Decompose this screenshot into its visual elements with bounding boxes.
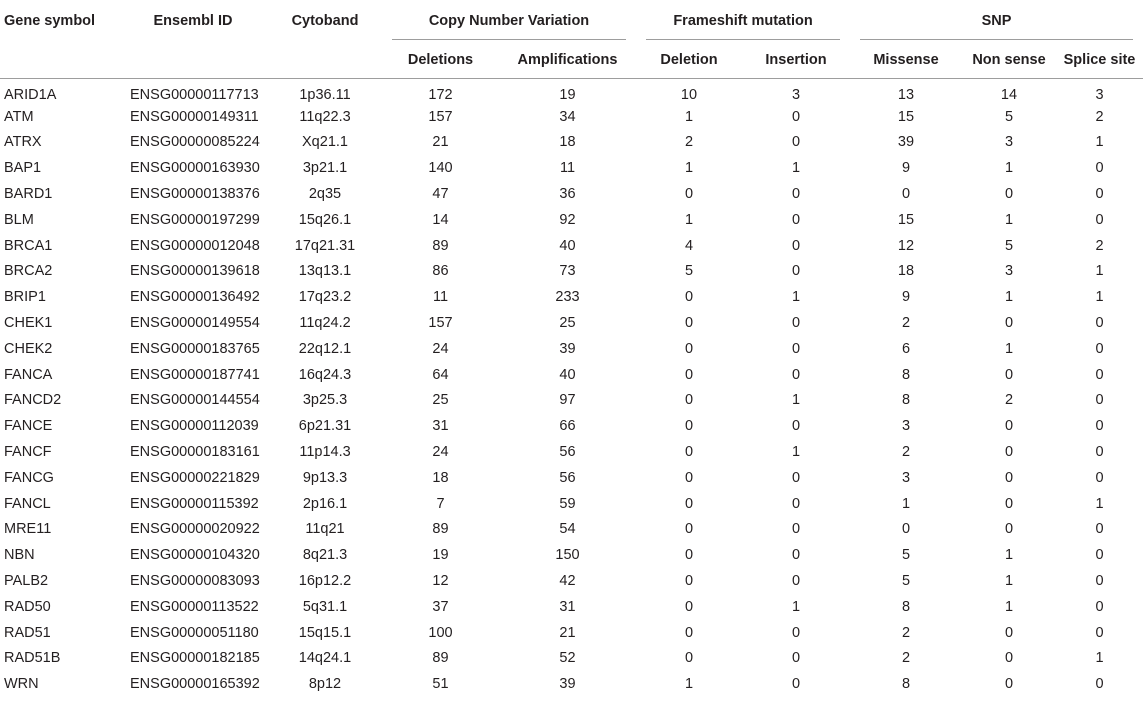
cell-ensembl-id: ENSG00000165392 <box>130 676 260 693</box>
cell-frameshift-insertion: 0 <box>791 340 801 357</box>
cell-ensembl-id: ENSG00000051180 <box>130 624 259 641</box>
cell-snp-splice-site: 0 <box>1095 366 1104 383</box>
cell-cnv-deletions: 140 <box>428 160 453 177</box>
cell-snp-splice-site: 2 <box>1095 237 1104 254</box>
cell-frameshift-deletion: 0 <box>684 495 694 512</box>
cell-snp-non-sense: 0 <box>1004 676 1014 693</box>
cell-snp-missense: 8 <box>901 676 911 693</box>
cell-snp-splice-site: 3 <box>1095 87 1104 104</box>
cell-frameshift-insertion: 1 <box>791 444 801 461</box>
cell-ensembl-id: ENSG00000182185 <box>130 650 260 667</box>
cell-snp-non-sense: 0 <box>1004 366 1014 383</box>
cell-snp-non-sense: 0 <box>1004 186 1014 203</box>
cell-ensembl-id: ENSG00000117713 <box>130 87 259 104</box>
header-deletion: Deletion <box>636 40 742 78</box>
cell-snp-non-sense: 5 <box>1004 237 1014 254</box>
cell-cytoband: 13q13.1 <box>298 263 352 280</box>
header-non-sense: Non sense <box>962 40 1056 78</box>
cell-snp-missense: 15 <box>897 211 915 228</box>
cell-snp-missense: 6 <box>901 340 911 357</box>
cell-ensembl-id: ENSG00000163930 <box>130 160 260 177</box>
cell-snp-missense: 5 <box>901 547 911 564</box>
cell-snp-non-sense: 0 <box>1004 650 1014 667</box>
cell-gene-symbol: MRE11 <box>4 521 52 538</box>
cell-gene-symbol: ARID1A <box>4 87 57 104</box>
cell-frameshift-insertion: 0 <box>791 469 801 486</box>
cell-cytoband: 22q12.1 <box>298 340 352 357</box>
cell-gene-symbol: BRCA1 <box>4 237 53 254</box>
cell-frameshift-deletion: 1 <box>684 108 694 125</box>
cell-frameshift-deletion: 0 <box>684 624 694 641</box>
cell-snp-non-sense: 1 <box>1004 160 1014 177</box>
cell-gene-symbol: FANCG <box>4 469 54 486</box>
cell-frameshift-deletion: 0 <box>684 340 694 357</box>
header-cnv-rule <box>392 39 626 40</box>
cell-frameshift-deletion: 5 <box>684 263 694 280</box>
table-row <box>0 671 1143 697</box>
cell-gene-symbol: BARD1 <box>4 186 53 203</box>
cell-cnv-deletions: 19 <box>432 547 449 564</box>
cell-snp-missense: 2 <box>901 315 911 332</box>
cell-snp-splice-site: 0 <box>1095 186 1104 203</box>
cell-frameshift-insertion: 0 <box>791 418 801 435</box>
cell-frameshift-insertion: 0 <box>791 211 801 228</box>
cell-frameshift-deletion: 0 <box>684 418 694 435</box>
cell-cnv-amplifications: 92 <box>559 211 576 228</box>
cell-gene-symbol: FANCF <box>4 444 52 461</box>
table-row <box>0 310 1143 336</box>
cell-frameshift-insertion: 0 <box>791 650 801 667</box>
cell-frameshift-insertion: 1 <box>791 392 801 409</box>
cell-snp-non-sense: 0 <box>1004 624 1014 641</box>
cell-cytoband: 11q24.2 <box>299 315 351 332</box>
cell-gene-symbol: ATM <box>4 108 34 125</box>
cell-snp-splice-site: 0 <box>1095 444 1104 461</box>
cell-snp-non-sense: 0 <box>1004 315 1014 332</box>
cell-frameshift-insertion: 0 <box>791 624 801 641</box>
cell-snp-splice-site: 0 <box>1095 340 1104 357</box>
table-row <box>0 78 1143 104</box>
cell-gene-symbol: RAD50 <box>4 598 51 615</box>
cell-gene-symbol: FANCL <box>4 495 51 512</box>
table-body <box>0 78 1143 697</box>
cell-ensembl-id: ENSG00000149554 <box>130 315 260 332</box>
cell-cnv-amplifications: 40 <box>559 237 576 254</box>
cell-snp-splice-site: 1 <box>1095 263 1104 280</box>
cell-cytoband: 8q21.3 <box>302 547 348 564</box>
cell-cnv-amplifications: 42 <box>559 573 576 590</box>
cell-cytoband: 11p14.3 <box>299 444 351 461</box>
table-row <box>0 130 1143 156</box>
cell-cnv-deletions: 14 <box>432 211 449 228</box>
cell-cytoband: 15q15.1 <box>298 624 352 641</box>
cell-cnv-amplifications: 233 <box>555 289 580 306</box>
cell-frameshift-insertion: 0 <box>791 263 801 280</box>
cell-snp-missense: 1 <box>901 495 911 512</box>
cell-snp-non-sense: 3 <box>1004 263 1014 280</box>
cell-cnv-amplifications: 150 <box>555 547 580 564</box>
cell-frameshift-insertion: 3 <box>791 87 801 104</box>
cell-frameshift-deletion: 0 <box>684 186 694 203</box>
cell-snp-missense: 15 <box>897 108 915 125</box>
header-deletions: Deletions <box>382 40 499 78</box>
header-cytoband: Cytoband <box>268 0 382 78</box>
cell-snp-splice-site: 0 <box>1095 418 1104 435</box>
cell-frameshift-deletion: 0 <box>684 547 694 564</box>
cell-snp-non-sense: 5 <box>1004 108 1014 125</box>
header-gene-symbol: Gene symbol <box>0 0 118 78</box>
cell-cytoband: 3p21.1 <box>302 160 348 177</box>
cell-cytoband: 5q31.1 <box>302 598 348 615</box>
cell-snp-splice-site: 0 <box>1095 573 1104 590</box>
cell-frameshift-deletion: 0 <box>684 650 694 667</box>
cell-cytoband: 6p21.31 <box>298 418 352 435</box>
cell-snp-splice-site: 0 <box>1095 160 1104 177</box>
cell-cnv-deletions: 25 <box>432 392 449 409</box>
cell-ensembl-id: ENSG00000139618 <box>130 263 260 280</box>
cell-frameshift-insertion: 0 <box>791 134 801 151</box>
cell-frameshift-deletion: 10 <box>680 87 698 104</box>
cell-snp-splice-site: 0 <box>1095 211 1104 228</box>
table-row <box>0 568 1143 594</box>
cell-gene-symbol: RAD51B <box>4 650 61 667</box>
table-row <box>0 259 1143 285</box>
cell-snp-missense: 2 <box>901 624 911 641</box>
cell-frameshift-insertion: 0 <box>791 186 801 203</box>
cell-snp-splice-site: 2 <box>1095 108 1104 125</box>
cell-frameshift-insertion: 0 <box>791 521 801 538</box>
cell-cytoband: 8p12 <box>308 676 342 693</box>
cell-ensembl-id: ENSG00000149311 <box>130 108 259 125</box>
cell-frameshift-deletion: 1 <box>684 676 694 693</box>
header-group-snp <box>850 0 1143 40</box>
cell-cnv-deletions: 89 <box>432 521 449 538</box>
cell-snp-splice-site: 1 <box>1095 495 1104 512</box>
cell-frameshift-insertion: 0 <box>791 237 801 254</box>
cell-snp-non-sense: 1 <box>1004 547 1014 564</box>
cell-cnv-deletions: 51 <box>432 676 449 693</box>
cell-cnv-amplifications: 40 <box>559 366 576 383</box>
cell-snp-missense: 9 <box>901 289 911 306</box>
header-insertion: Insertion <box>742 40 850 78</box>
cell-snp-missense: 12 <box>897 237 915 254</box>
cell-gene-symbol: NBN <box>4 547 35 564</box>
cell-gene-symbol: BAP1 <box>4 160 42 177</box>
cell-ensembl-id: ENSG00000183161 <box>130 444 260 461</box>
cell-cytoband: 9p13.3 <box>302 469 348 486</box>
cell-snp-missense: 3 <box>901 418 911 435</box>
cell-frameshift-insertion: 1 <box>791 160 801 177</box>
header-snp-rule <box>860 39 1133 40</box>
cell-frameshift-deletion: 4 <box>684 237 694 254</box>
cell-cnv-deletions: 7 <box>436 495 445 512</box>
cell-snp-missense: 5 <box>901 573 911 590</box>
cell-gene-symbol: PALB2 <box>4 573 49 590</box>
cell-frameshift-deletion: 0 <box>684 469 694 486</box>
cell-gene-symbol: FANCE <box>4 418 53 435</box>
cell-cytoband: 11q21 <box>305 521 345 538</box>
cell-cytoband: 17q23.2 <box>298 289 352 306</box>
table-row <box>0 413 1143 439</box>
cell-cnv-amplifications: 18 <box>559 134 576 151</box>
table-row <box>0 362 1143 388</box>
cell-cnv-amplifications: 52 <box>559 650 576 667</box>
cell-cnv-amplifications: 21 <box>559 624 576 641</box>
cell-frameshift-insertion: 1 <box>791 598 801 615</box>
cell-snp-splice-site: 0 <box>1095 315 1104 332</box>
cell-snp-missense: 3 <box>901 469 911 486</box>
table-row <box>0 465 1143 491</box>
cell-snp-splice-site: 0 <box>1095 547 1104 564</box>
table-row <box>0 620 1143 646</box>
cell-snp-splice-site: 0 <box>1095 624 1104 641</box>
cell-frameshift-deletion: 0 <box>684 521 694 538</box>
cell-ensembl-id: ENSG00000136492 <box>130 289 260 306</box>
cell-gene-symbol: BRIP1 <box>4 289 46 306</box>
cell-snp-non-sense: 1 <box>1004 598 1014 615</box>
cell-snp-non-sense: 0 <box>1004 444 1014 461</box>
cell-frameshift-deletion: 1 <box>684 160 694 177</box>
cell-snp-non-sense: 0 <box>1004 521 1014 538</box>
cell-cnv-amplifications: 25 <box>559 315 576 332</box>
cell-ensembl-id: ENSG00000083093 <box>130 573 260 590</box>
cell-gene-symbol: WRN <box>4 676 39 693</box>
cell-cnv-deletions: 24 <box>432 340 449 357</box>
table-row <box>0 284 1143 310</box>
cell-cnv-amplifications: 97 <box>559 392 576 409</box>
cell-gene-symbol: RAD51 <box>4 624 51 641</box>
cell-snp-non-sense: 1 <box>1004 211 1014 228</box>
cell-snp-missense: 0 <box>901 186 911 203</box>
cell-ensembl-id: ENSG00000085224 <box>130 134 260 151</box>
cell-frameshift-deletion: 1 <box>684 211 694 228</box>
cell-snp-missense: 18 <box>897 263 915 280</box>
cell-cnv-amplifications: 54 <box>559 521 576 538</box>
table-row <box>0 388 1143 414</box>
header-snp-label: SNP <box>981 13 1012 29</box>
header-frameshift-rule <box>646 39 840 40</box>
cell-snp-non-sense: 1 <box>1004 573 1014 590</box>
cell-cnv-deletions: 31 <box>432 418 449 435</box>
cell-cnv-deletions: 89 <box>432 650 449 667</box>
cell-cnv-amplifications: 31 <box>559 598 576 615</box>
table-row <box>0 491 1143 517</box>
table-row <box>0 207 1143 233</box>
cell-ensembl-id: ENSG00000112039 <box>130 418 259 435</box>
cell-cnv-deletions: 12 <box>432 573 449 590</box>
cell-snp-missense: 9 <box>901 160 911 177</box>
cell-gene-symbol: FANCA <box>4 366 53 383</box>
cell-snp-missense: 2 <box>901 650 911 667</box>
cell-frameshift-deletion: 0 <box>684 392 694 409</box>
cell-snp-non-sense: 1 <box>1004 340 1014 357</box>
cell-cytoband: 2p16.1 <box>302 495 348 512</box>
cell-frameshift-insertion: 0 <box>791 315 801 332</box>
cell-gene-symbol: BLM <box>4 211 34 228</box>
cell-frameshift-deletion: 0 <box>684 598 694 615</box>
cell-cytoband: 16q24.3 <box>298 366 352 383</box>
cell-snp-missense: 13 <box>897 87 915 104</box>
table-row <box>0 594 1143 620</box>
header-cnv-label: Copy Number Variation <box>428 13 590 29</box>
cell-snp-splice-site: 0 <box>1095 598 1104 615</box>
cell-snp-missense: 0 <box>901 521 911 538</box>
cell-ensembl-id: ENSG00000187741 <box>130 366 260 383</box>
table-row <box>0 181 1143 207</box>
cell-cnv-deletions: 47 <box>432 186 449 203</box>
header-group-frameshift <box>636 0 850 40</box>
cell-snp-splice-site: 0 <box>1095 676 1104 693</box>
cell-ensembl-id: ENSG00000115392 <box>130 495 259 512</box>
cell-cnv-deletions: 86 <box>432 263 449 280</box>
cell-ensembl-id: ENSG00000020922 <box>130 521 260 538</box>
cell-cnv-deletions: 157 <box>428 315 453 332</box>
cell-frameshift-deletion: 0 <box>684 315 694 332</box>
cell-cytoband: 11q22.3 <box>299 108 351 125</box>
cell-cnv-amplifications: 34 <box>559 108 576 125</box>
cell-cnv-deletions: 89 <box>432 237 449 254</box>
cell-snp-missense: 2 <box>901 444 911 461</box>
header-group-cnv <box>382 0 636 40</box>
cell-ensembl-id: ENSG00000138376 <box>130 186 260 203</box>
table-row <box>0 439 1143 465</box>
table-row <box>0 155 1143 181</box>
table-row <box>0 542 1143 568</box>
table-row <box>0 336 1143 362</box>
cell-gene-symbol: CHEK1 <box>4 315 53 332</box>
cell-gene-symbol: FANCD2 <box>4 392 62 409</box>
cell-cnv-deletions: 21 <box>432 134 449 151</box>
cell-frameshift-deletion: 0 <box>684 366 694 383</box>
cell-cnv-deletions: 11 <box>432 289 449 306</box>
cell-cytoband: 14q24.1 <box>298 650 352 667</box>
cell-cytoband: 2q35 <box>308 186 342 203</box>
cell-cnv-amplifications: 39 <box>559 340 576 357</box>
cell-cytoband: 1p36.11 <box>299 87 351 104</box>
cell-cnv-deletions: 172 <box>428 87 453 104</box>
cell-cytoband: Xq21.1 <box>302 134 348 151</box>
header-ensembl-id: Ensembl ID <box>118 0 268 78</box>
cell-snp-non-sense: 3 <box>1004 134 1014 151</box>
cell-cnv-amplifications: 36 <box>559 186 576 203</box>
cell-cnv-amplifications: 59 <box>559 495 576 512</box>
cell-snp-missense: 39 <box>897 134 915 151</box>
cell-frameshift-insertion: 0 <box>791 547 801 564</box>
cell-ensembl-id: ENSG00000104320 <box>130 547 260 564</box>
cell-snp-missense: 8 <box>901 366 911 383</box>
cell-frameshift-deletion: 0 <box>684 444 694 461</box>
cell-cnv-amplifications: 56 <box>559 444 576 461</box>
cell-gene-symbol: CHEK2 <box>4 340 53 357</box>
cell-snp-splice-site: 1 <box>1095 650 1104 667</box>
header-splice-site: Splice site <box>1056 40 1143 78</box>
cell-cnv-deletions: 37 <box>432 598 449 615</box>
cell-cnv-amplifications: 19 <box>559 87 576 104</box>
table-row <box>0 104 1143 130</box>
cell-ensembl-id: ENSG00000113522 <box>130 598 259 615</box>
cell-frameshift-insertion: 0 <box>791 366 801 383</box>
cell-snp-splice-site: 0 <box>1095 521 1104 538</box>
cell-frameshift-insertion: 0 <box>791 108 801 125</box>
cell-snp-non-sense: 0 <box>1004 418 1014 435</box>
header-missense: Missense <box>850 40 962 78</box>
cell-frameshift-insertion: 1 <box>791 289 801 306</box>
cell-cnv-amplifications: 73 <box>559 263 576 280</box>
cell-cnv-deletions: 18 <box>432 469 449 486</box>
cell-snp-non-sense: 2 <box>1004 392 1014 409</box>
table-row <box>0 646 1143 672</box>
cell-cnv-amplifications: 39 <box>559 676 576 693</box>
cell-cytoband: 16p12.2 <box>298 573 352 590</box>
header-amplifications: Amplifications <box>499 40 636 78</box>
cell-ensembl-id: ENSG00000012048 <box>130 237 260 254</box>
cell-ensembl-id: ENSG00000221829 <box>130 469 260 486</box>
cell-cytoband: 17q21.31 <box>294 237 356 254</box>
cell-cnv-amplifications: 11 <box>559 160 576 177</box>
header-frameshift-label: Frameshift mutation <box>673 13 813 29</box>
cell-cnv-deletions: 100 <box>428 624 453 641</box>
cell-cnv-amplifications: 56 <box>559 469 576 486</box>
cell-snp-non-sense: 0 <box>1004 495 1014 512</box>
cell-frameshift-deletion: 2 <box>684 134 694 151</box>
cell-cnv-deletions: 157 <box>428 108 453 125</box>
cell-cytoband: 15q26.1 <box>298 211 352 228</box>
cell-cytoband: 3p25.3 <box>302 392 348 409</box>
cell-snp-missense: 8 <box>901 392 911 409</box>
cell-snp-non-sense: 0 <box>1004 469 1014 486</box>
cell-frameshift-insertion: 0 <box>791 573 801 590</box>
cell-frameshift-insertion: 0 <box>791 676 801 693</box>
cell-ensembl-id: ENSG00000197299 <box>130 211 260 228</box>
cell-snp-missense: 8 <box>901 598 911 615</box>
table-row <box>0 233 1143 259</box>
cell-frameshift-deletion: 0 <box>684 289 694 306</box>
cell-cnv-deletions: 64 <box>432 366 449 383</box>
cell-ensembl-id: ENSG00000183765 <box>130 340 260 357</box>
cell-snp-non-sense: 14 <box>1000 87 1018 104</box>
cell-snp-splice-site: 0 <box>1095 392 1104 409</box>
cell-ensembl-id: ENSG00000144554 <box>130 392 260 409</box>
cell-cnv-deletions: 24 <box>432 444 449 461</box>
cell-frameshift-deletion: 0 <box>684 573 694 590</box>
cell-snp-splice-site: 1 <box>1095 134 1104 151</box>
cell-gene-symbol: BRCA2 <box>4 263 53 280</box>
cell-cnv-amplifications: 66 <box>559 418 576 435</box>
cell-frameshift-insertion: 0 <box>791 495 801 512</box>
cell-snp-non-sense: 1 <box>1004 289 1014 306</box>
cell-snp-splice-site: 0 <box>1095 469 1104 486</box>
cell-gene-symbol: ATRX <box>4 134 42 151</box>
table-row <box>0 517 1143 543</box>
table-header <box>0 0 1143 78</box>
cell-snp-splice-site: 1 <box>1095 289 1104 306</box>
